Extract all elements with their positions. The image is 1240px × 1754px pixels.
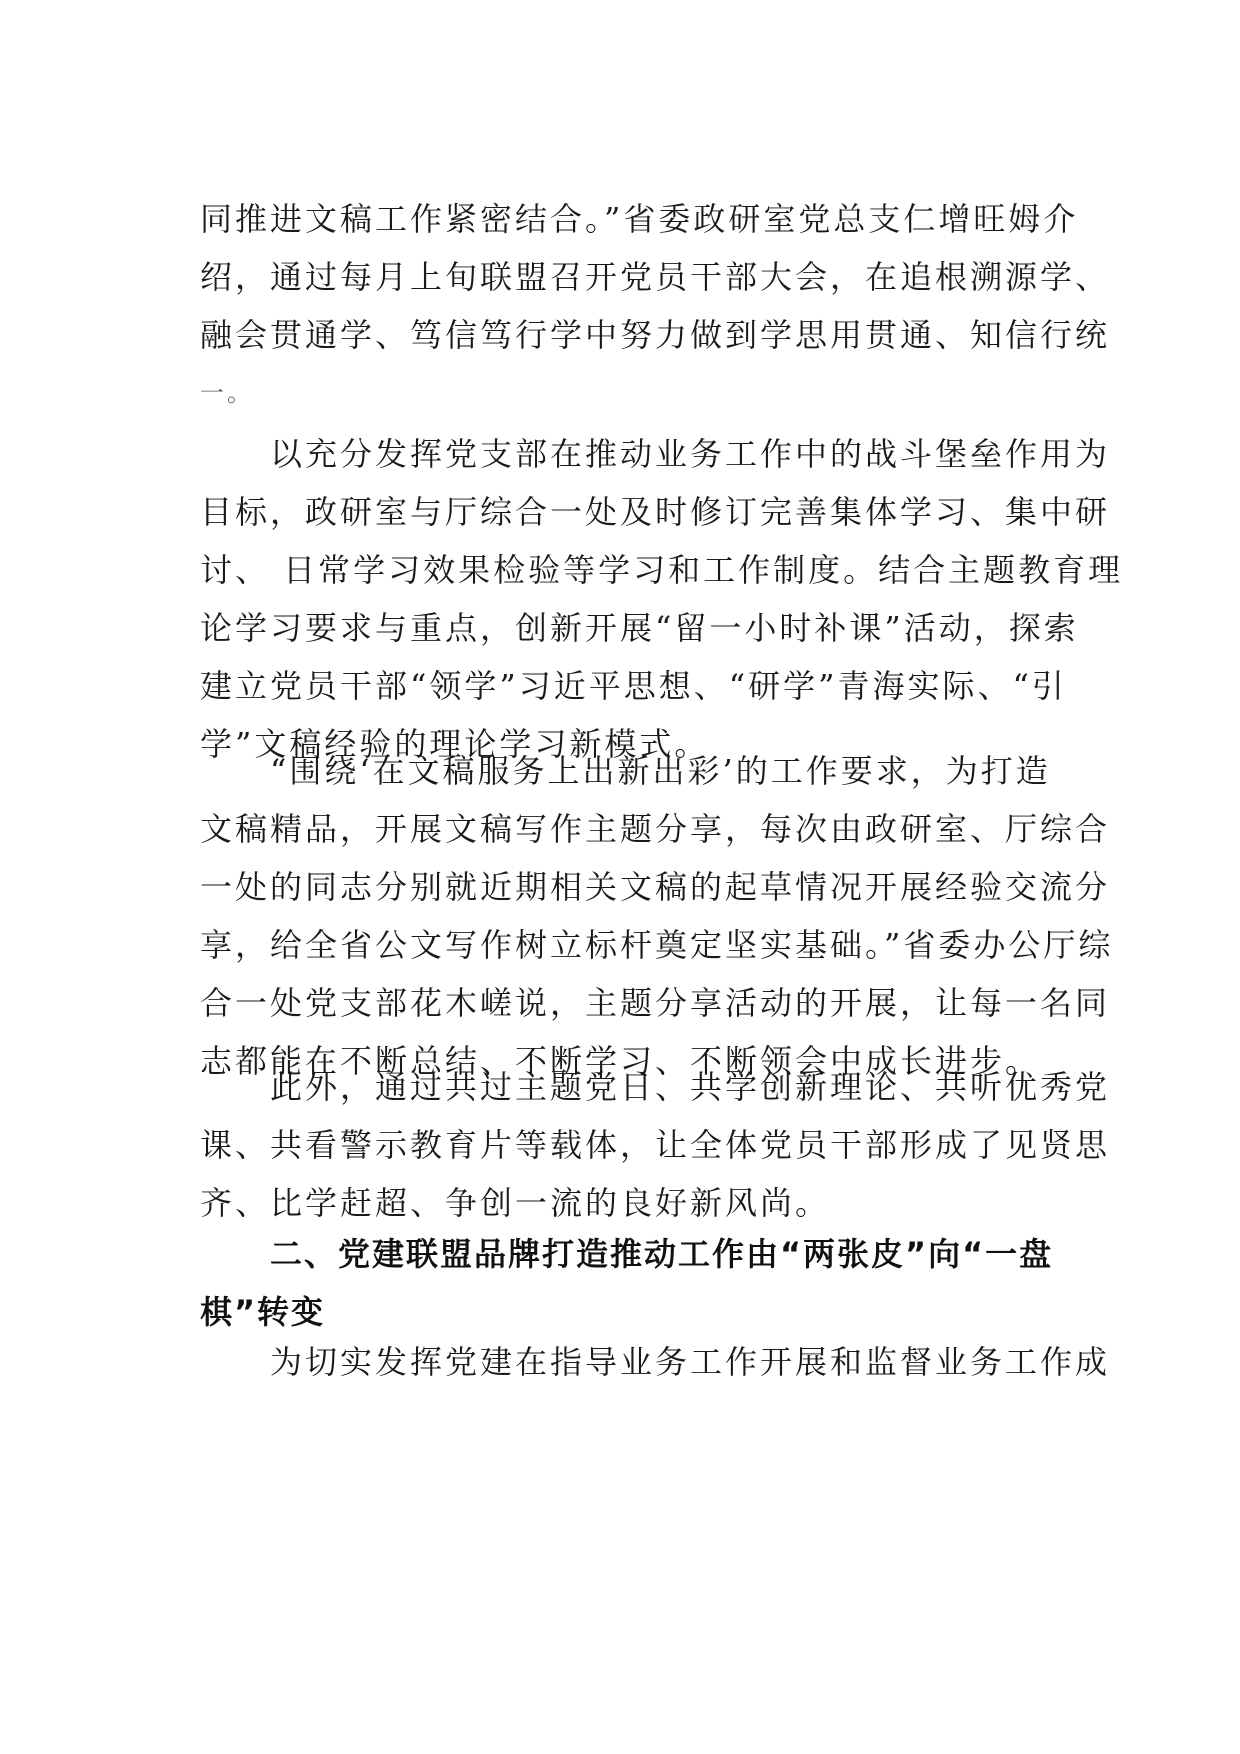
paragraph-study-system bbox=[200, 425, 1124, 773]
text-line: 建立党员干部“领学”习近平思想、“研学”青海实际、“引 bbox=[200, 667, 1067, 705]
text-line: 论学习要求与重点，创新开展“留一小时补课”活动，探索 bbox=[200, 609, 1079, 647]
text-line: 目标，政研室与厅综合一处及时修订完善集体学习、集中研 bbox=[200, 493, 1111, 531]
section-heading bbox=[200, 1225, 1060, 1341]
text-line: 享，给全省公文写作树立标杆奠定坚实基础。”省委办公厅综 bbox=[200, 926, 1114, 964]
text-line: 为切实发挥党建在指导业务工作开展和监督业务工作成 bbox=[270, 1343, 1111, 1381]
text-line: 同推进文稿工作紧密结合。”省委政研室党总支仁增旺姆介 bbox=[200, 200, 1079, 238]
text-line: 一处的同志分别就近期相关文稿的起草情况开展经验交流分 bbox=[200, 868, 1111, 906]
text-line: 绍，通过每月上旬联盟召开党员干部大会，在追根溯源学、 bbox=[200, 258, 1111, 296]
paragraph-continuation bbox=[200, 190, 1111, 422]
text-line: “围绕‘在文稿服务上出新出彩’的工作要求，为打造 bbox=[270, 752, 1051, 790]
text-line: 文稿精品，开展文稿写作主题分享，每次由政研室、厅综合 bbox=[200, 810, 1111, 848]
text-line: 融会贯通学、笃信笃行学中努力做到学思用贯通、知信行统 bbox=[200, 316, 1111, 354]
text-line: 一。 bbox=[200, 379, 254, 407]
heading-line: 棋”转变 bbox=[200, 1293, 326, 1331]
paragraph-topic-sharing bbox=[200, 742, 1114, 1090]
text-line: 讨、 日常学习效果检验等学习和工作制度。结合主题教育理 bbox=[200, 551, 1124, 589]
heading-line: 二、党建联盟品牌打造推动工作由“两张皮”向“一盘 bbox=[270, 1235, 1054, 1273]
text-line: 学”文稿经验的理论学习新模式。 bbox=[200, 725, 710, 763]
text-line: 以充分发挥党支部在推动业务工作中的战斗堡垒作用为 bbox=[270, 435, 1111, 473]
paragraph-section-intro bbox=[200, 1333, 1111, 1391]
text-line: 课、共看警示教育片等载体，让全体党员干部形成了见贤思 bbox=[200, 1126, 1111, 1164]
text-line: 合一处党支部花木嵯说，主题分享活动的开展，让每一名同 bbox=[200, 984, 1111, 1022]
paragraph-activities bbox=[200, 1058, 1111, 1232]
text-line: 志都能在不断总结、不断学习、不断领会中成长进步。 bbox=[200, 1042, 1041, 1080]
text-line: 齐、比学赶超、争创一流的良好新风尚。 bbox=[200, 1184, 831, 1222]
text-line: 此外，通过共过主题党日、共学创新理论、共听优秀党 bbox=[270, 1068, 1111, 1106]
